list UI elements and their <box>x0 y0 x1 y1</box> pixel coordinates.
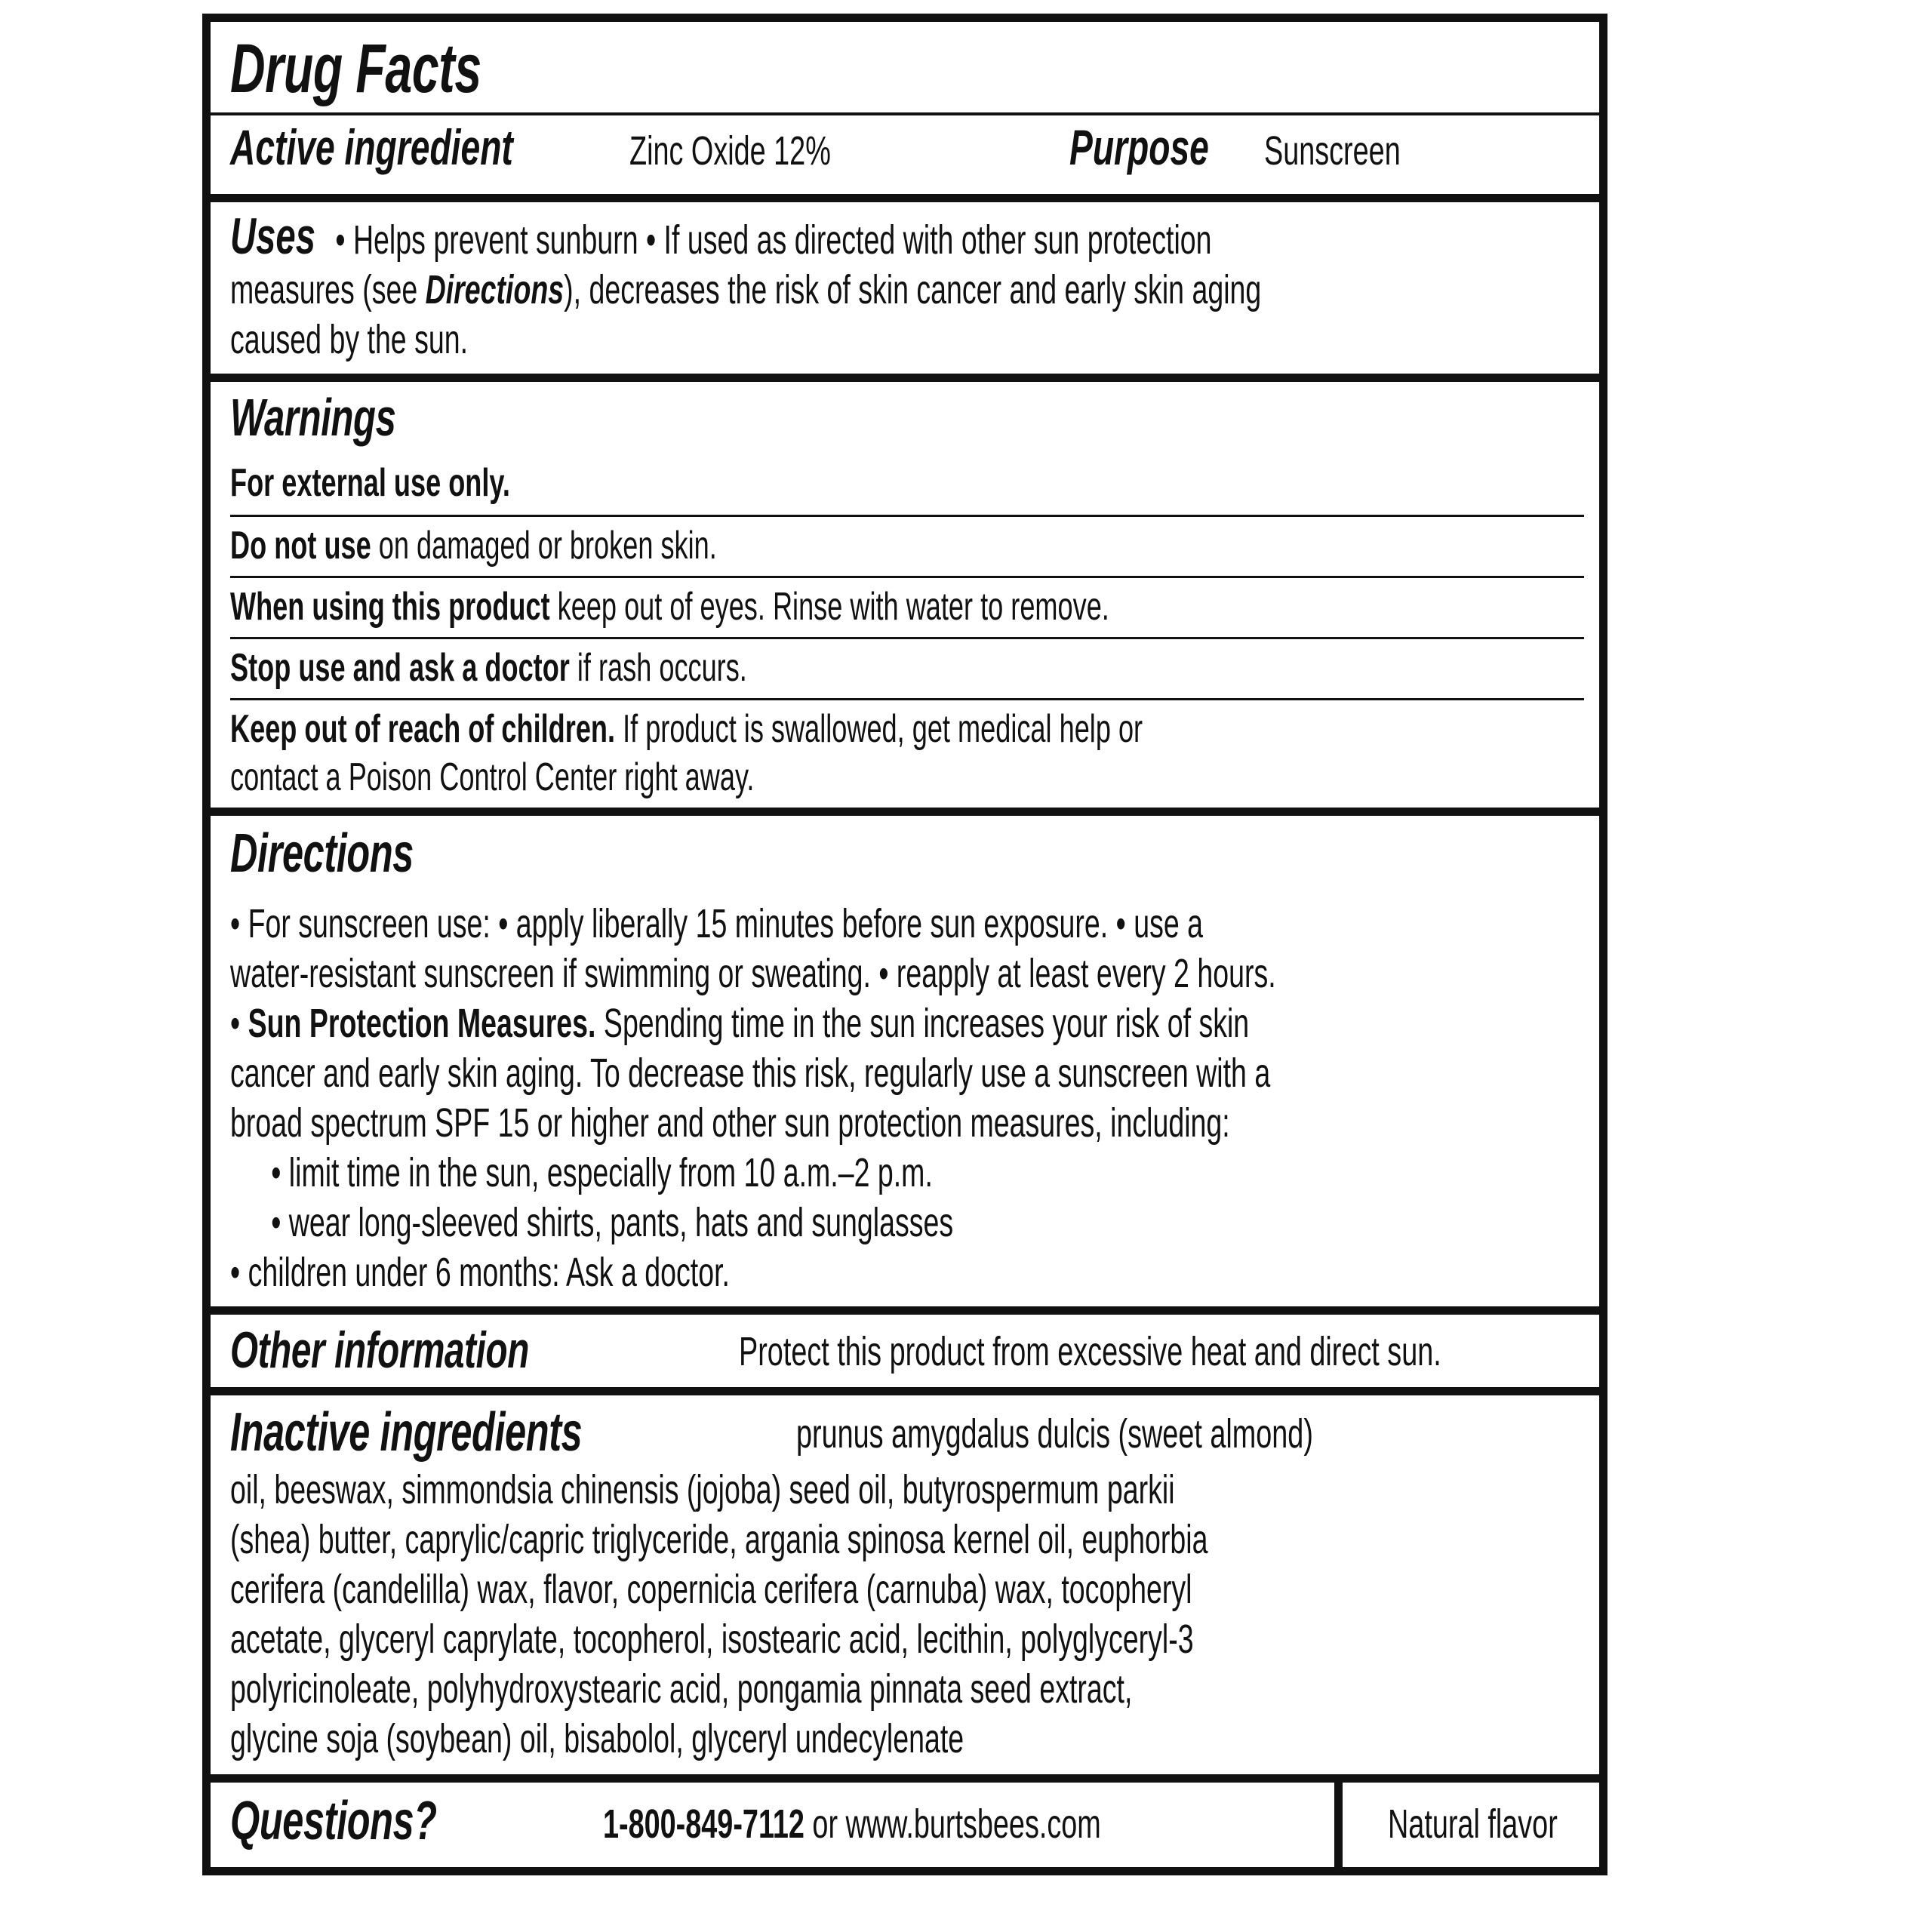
active-ingredient-header: Active ingredient <box>230 119 513 175</box>
questions-contact <box>603 1799 1101 1849</box>
uses-directions-ref: Directions <box>425 267 565 312</box>
other-information-header-wrap <box>230 1321 657 1380</box>
directions-section <box>211 816 1599 1306</box>
drug-facts-panel <box>202 14 1607 1875</box>
warning-when-using-label: When using this product <box>230 585 550 629</box>
uses-line-1-text: • Helps prevent sunburn • If used as directed with other sun protection <box>335 217 1212 263</box>
active-ingredient-group <box>230 120 918 176</box>
divider-warnings <box>211 374 1599 382</box>
directions-sub-bullet-2: • wear long-sleeved shirts, pants, hats and sunglasses <box>271 1200 954 1245</box>
uses-line-3: caused by the sun. <box>230 317 469 362</box>
active-ingredient-value: Zinc Oxide 12% <box>629 128 832 174</box>
divider-uses <box>211 194 1599 202</box>
inactive-ingredients-line-6: polyricinoleate, polyhydroxystearic acid, pongamia pinnata seed extract, <box>230 1666 1133 1712</box>
other-information-value-wrap <box>739 1327 1743 1377</box>
warnings-external-use: For external use only. <box>230 461 510 505</box>
other-information-section <box>211 1315 1599 1387</box>
warning-stop-use-text: if rash occurs. <box>569 646 747 690</box>
directions-line-2: water-resistant sunscreen if swimming or sweating. • reapply at least every 2 hours. <box>230 951 1276 996</box>
questions-website[interactable]: or www.burtsbees.com <box>804 1801 1101 1847</box>
divider-other-info <box>211 1306 1599 1315</box>
directions-spm-line <box>230 998 1250 1048</box>
directions-spm-bullet: • <box>230 1001 248 1046</box>
divider-directions <box>211 808 1599 816</box>
questions-contact-wrap <box>603 1799 1315 1849</box>
directions-spm-text: Spending time in the sun increases your risk of skin <box>595 1001 1250 1046</box>
uses-header: Uses <box>230 208 315 265</box>
inactive-ingredients-line-3: (shea) butter, caprylic/capric triglyceride, argania spinosa kernel oil, euphorbia <box>230 1517 1208 1562</box>
drug-facts-title-row <box>211 22 1599 112</box>
inactive-ingredients-line-5: acetate, glyceryl caprylate, tocopherol, isostearic acid, lecithin, polyglyceryl-3 <box>230 1617 1194 1662</box>
natural-flavor-wrap <box>1388 1799 1630 1849</box>
warning-keep-out-label: Keep out of reach of children. <box>230 707 616 751</box>
warning-keep-out-line-2: contact a Poison Control Center right away. <box>230 755 755 799</box>
inactive-ingredients-header: Inactive ingredients <box>230 1402 583 1463</box>
questions-header-wrap <box>230 1790 525 1852</box>
uses-line-1 <box>230 208 1212 265</box>
inactive-ingredients-line-4: cerifera (candelilla) wax, flavor, copernicia cerifera (carnuba) wax, tocopheryl <box>230 1567 1192 1612</box>
directions-sub-bullet-1: • limit time in the sun, especially from 10 a.m.–2 p.m. <box>271 1150 933 1195</box>
other-information-header: Other information <box>230 1321 530 1379</box>
directions-line-4: cancer and early skin aging. To decrease this risk, regularly use a sunscreen with a <box>230 1051 1271 1096</box>
warning-do-not-use-text: on damaged or broken skin. <box>371 524 717 568</box>
inactive-ingredients-line-7: glycine soja (soybean) oil, bisabolol, glyceryl undecylenate <box>230 1716 964 1761</box>
inactive-ingredients-line-1: prunus amygdalus dulcis (sweet almond) <box>796 1411 1313 1457</box>
warning-keep-out-of-reach <box>211 700 1599 808</box>
purpose-header: Purpose <box>1069 119 1209 175</box>
warning-when-using-text: keep out of eyes. Rinse with water to remove. <box>549 585 1109 629</box>
questions-header: Questions? <box>230 1791 437 1851</box>
warnings-section <box>211 382 1599 515</box>
directions-line-8: • children under 6 months: Ask a doctor. <box>230 1250 730 1295</box>
divider-questions <box>211 1774 1599 1783</box>
warning-do-not-use <box>211 517 1599 576</box>
directions-line-1: • For sunscreen use: • apply liberally 15 minutes before sun exposure. • use a <box>230 901 1204 946</box>
warning-stop-use-label: Stop use and ask a doctor <box>230 646 570 690</box>
page-title: Drug Facts <box>230 30 481 107</box>
directions-spm-label: Sun Protection Measures. <box>248 1001 596 1046</box>
inactive-ingredients-head <box>230 1401 1584 1465</box>
warning-stop-use <box>211 639 1599 698</box>
uses-line-2 <box>230 265 1262 315</box>
natural-flavor-text: Natural flavor <box>1388 1801 1558 1847</box>
other-information-value: Protect this product from excessive heat and direct sun. <box>739 1329 1441 1374</box>
purpose-group <box>1069 120 1459 176</box>
warning-do-not-use-label: Do not use <box>230 524 371 568</box>
warning-keep-out-text: If product is swallowed, get medical help or <box>615 707 1143 751</box>
inactive-ingredients-body <box>230 1465 1208 1764</box>
uses-body <box>230 208 1262 365</box>
questions-section <box>211 1783 1599 1867</box>
directions-body <box>230 899 1276 1297</box>
inactive-ingredients-line-2: oil, beeswax, simmondsia chinensis (jojoba) seed oil, butyrospermum parkii <box>230 1467 1175 1512</box>
divider-inactive <box>211 1387 1599 1395</box>
uses-line-2a: measures (see <box>230 267 426 312</box>
uses-section <box>211 202 1599 374</box>
active-ingredient-row <box>211 115 1599 194</box>
directions-header: Directions <box>230 823 414 884</box>
purpose-value: Sunscreen <box>1264 128 1401 174</box>
uses-line-2c: ), decreases the risk of skin cancer and early skin aging <box>564 267 1262 312</box>
warnings-header: Warnings <box>230 388 396 447</box>
warnings-external-use-line <box>230 459 1171 513</box>
warning-when-using <box>211 578 1599 637</box>
questions-phone[interactable]: 1-800-849-7112 <box>603 1801 804 1847</box>
directions-line-5: broad spectrum SPF 15 or higher and other sun protection measures, including: <box>230 1100 1230 1146</box>
inactive-ingredients-section <box>211 1395 1599 1774</box>
